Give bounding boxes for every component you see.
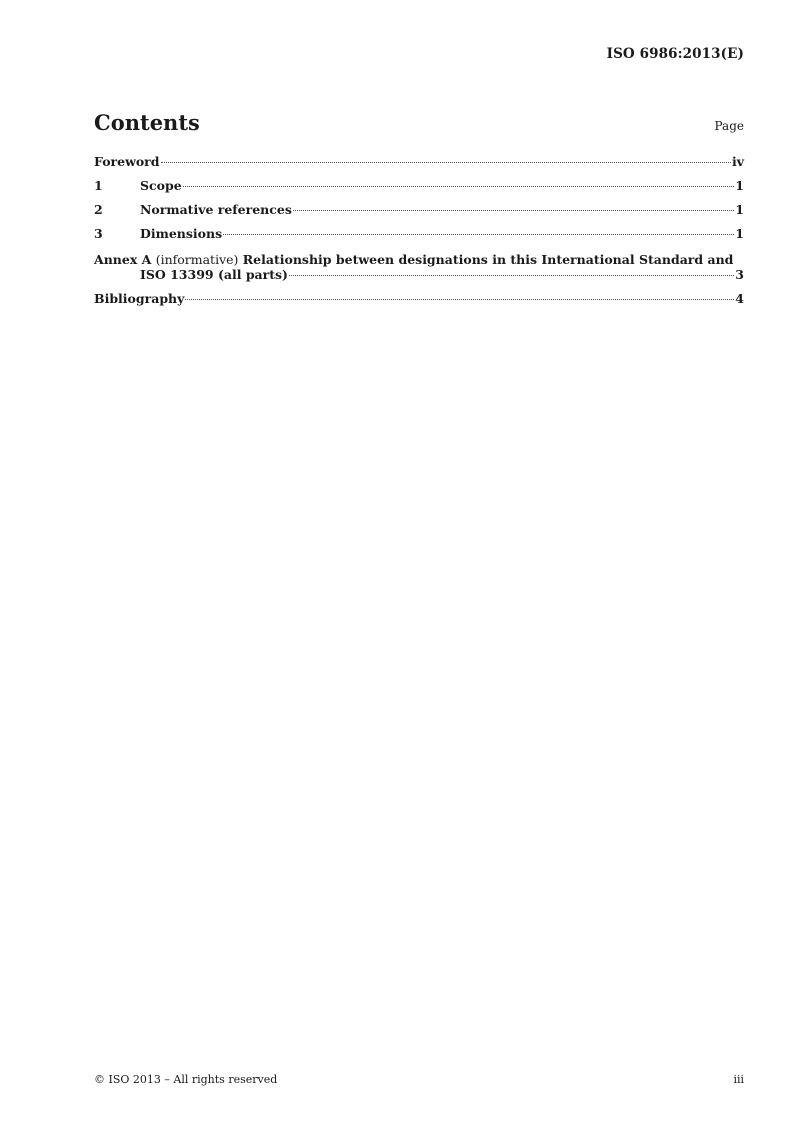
toc-entry-normative-references[interactable] — [94, 202, 744, 226]
toc-entry-number: 3 — [94, 226, 103, 241]
dot-leader — [185, 299, 734, 300]
copyright-notice: © ISO 2013 – All rights reserved — [94, 1073, 278, 1086]
toc-entry-bibliography[interactable] — [94, 291, 744, 315]
dot-leader — [161, 162, 731, 163]
toc-entry-page: 4 — [735, 291, 744, 306]
table-of-contents — [94, 154, 744, 315]
page-number: iii — [733, 1073, 744, 1086]
annex-title-line-2 — [94, 267, 744, 291]
dot-leader — [289, 275, 734, 276]
toc-entry-title: Scope — [140, 178, 182, 193]
toc-entry-page: 1 — [735, 226, 744, 241]
toc-entry-annex-a[interactable] — [94, 252, 744, 291]
annex-title-line-1 — [94, 252, 744, 267]
toc-entry-number: 2 — [94, 202, 103, 217]
toc-entry-number: 1 — [94, 178, 103, 193]
contents-header — [94, 110, 744, 135]
annex-title-part-1: Relationship between designations in this International Standard and — [242, 252, 734, 267]
toc-entry-dimensions[interactable] — [94, 226, 744, 250]
toc-entry-page: 1 — [735, 202, 744, 217]
contents-title: Contents — [94, 110, 200, 135]
page-footer — [94, 1073, 744, 1086]
dot-leader — [293, 210, 734, 211]
dot-leader — [223, 234, 734, 235]
annex-type: (informative) — [155, 252, 239, 267]
toc-entry-title: Normative references — [140, 202, 292, 217]
toc-entry-foreword[interactable] — [94, 154, 744, 178]
toc-entry-title: Dimensions — [140, 226, 223, 241]
toc-entry-page: iv — [731, 154, 744, 169]
dot-leader — [183, 186, 735, 187]
toc-entry-scope[interactable] — [94, 178, 744, 202]
annex-title-part-2: ISO 13399 (all parts) — [140, 267, 288, 282]
document-id: ISO 6986:2013(E) — [606, 46, 744, 62]
page-column-label: Page — [714, 119, 744, 133]
toc-entry-title: Foreword — [94, 154, 160, 169]
annex-label: Annex A — [94, 252, 152, 267]
toc-entry-page: 1 — [735, 178, 744, 193]
toc-entry-title: Bibliography — [94, 291, 185, 306]
toc-entry-page: 3 — [735, 267, 744, 282]
